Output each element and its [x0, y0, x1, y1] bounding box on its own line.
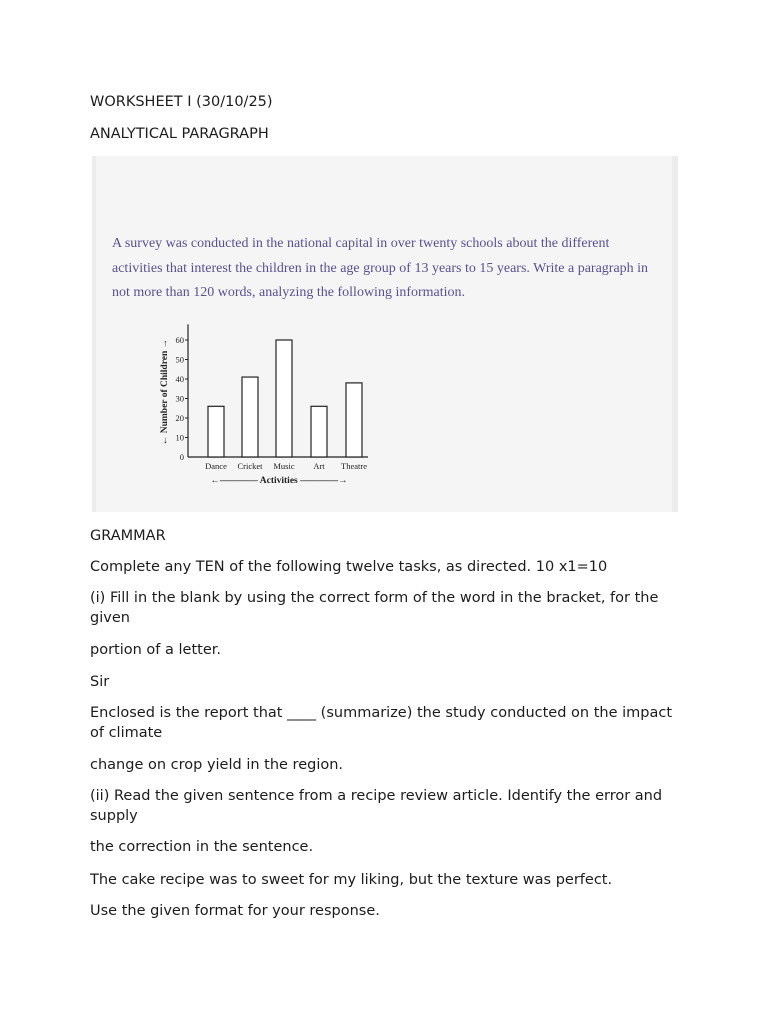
- bar-theatre: [346, 383, 362, 457]
- bar-music: [276, 340, 292, 457]
- y-tick-label: 40: [175, 374, 184, 384]
- grammar-heading: GRAMMAR: [90, 528, 166, 544]
- x-tick-label: Cricket: [237, 461, 263, 471]
- task-ii-text: (ii) Read the given sentence from a recipe review article. Identify the error and supply: [90, 788, 663, 824]
- y-tick-label: 20: [175, 413, 184, 423]
- y-tick-label: 50: [175, 354, 184, 365]
- x-tick-label: Music: [273, 461, 295, 471]
- x-tick-label: Theatre: [341, 461, 367, 471]
- response-format-note: Use the given format for your response.: [90, 903, 380, 919]
- letter-sentence: Enclosed is the report that ____ (summarize) the study conducted on the impact of climate: [90, 705, 673, 741]
- grammar-instruction: Complete any TEN of the following twelve tasks, as directed. 10 x1=10: [90, 559, 608, 575]
- letter-salutation: Sir: [90, 674, 110, 690]
- bar-dance: [208, 406, 224, 457]
- bar-art: [311, 406, 327, 457]
- x-axis-title: ←———— Activities ————→: [210, 476, 348, 486]
- task-ii-continuation: the correction in the sentence.: [90, 839, 314, 855]
- task-i-text: (i) Fill in the blank by using the correct form of the word in the bracket, for the given: [90, 590, 659, 626]
- y-tick-label: 0: [179, 452, 184, 462]
- y-axis-title: ← Number of Children →: [160, 338, 170, 446]
- y-tick-label: 10: [175, 432, 184, 443]
- worksheet-title: WORKSHEET I (30/10/25): [90, 94, 273, 110]
- section-title: ANALYTICAL PARAGRAPH: [90, 126, 269, 142]
- bar-cricket: [242, 377, 258, 457]
- activities-bar-chart: [96, 156, 682, 512]
- letter-sentence-continuation: change on crop yield in the region.: [90, 757, 344, 773]
- x-tick-label: Dance: [205, 461, 227, 471]
- analytical-paragraph-figure: [92, 156, 678, 512]
- survey-prompt: A survey was conducted in the national capital in over twenty schools about the different activities that interest the children in the age group of 13 years to 15 years. Write a paragraph in not more than 120 words, analyzing the following information.: [112, 236, 649, 300]
- y-tick-label: 30: [175, 393, 184, 404]
- x-tick-label: Art: [313, 461, 325, 471]
- task-i-continuation: portion of a letter.: [90, 642, 221, 658]
- error-sentence: The cake recipe was to sweet for my liking, but the texture was perfect.: [90, 872, 613, 888]
- y-tick-label: 60: [175, 335, 184, 345]
